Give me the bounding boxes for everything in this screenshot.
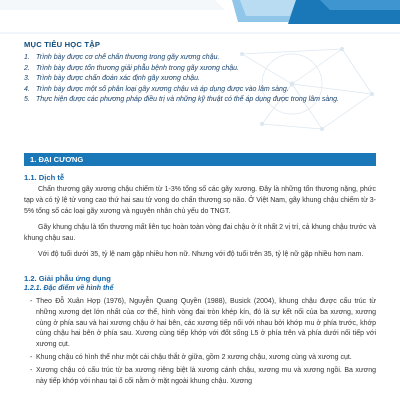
bullet-text: Theo Đỗ Xuân Hợp (1976), Nguyễn Quang Quyền (1988), Busick (2004), khung chậu được cấu trúc từ những xương dẹt lớn nhất của cơ thể, hình vòng đai tròn khép kín, đó là sự kết nối của ba xương, xương cùng ở phía sau và hai xương chậu ở hai bên, các xương tiếp nối với nhau bởi khớp mu ở phía trước, khớp cùng chậu hai bên ở phía sau. Xương cùng tiếp khớp với đốt sống L5 ở phía trên và phía dưới nối tiếp với xương cụt. (36, 298, 376, 349)
objective-number: 2. (24, 64, 30, 72)
objective-number: 1. (24, 54, 30, 61)
objective-number: 3. (24, 75, 30, 82)
list-item (24, 353, 376, 364)
bullet-dash: - (30, 353, 33, 361)
paragraph-epidemiology-3: Với độ tuổi dưới 35, tỷ lệ nam gặp nhiều hơn nữ. Nhưng với độ tuổi trên 35, tỷ lệ nữ gặp nhiều hơn nam. (38, 251, 364, 258)
bullet-text: Khung chậu có hình thể như một cái chậu thắt ở giữa, gồm 2 xương chậu, xương cùng và xương cụt. (36, 353, 352, 361)
objective-item (24, 74, 376, 85)
objective-item (24, 85, 376, 96)
objective-text: Trình bày được cơ chế chấn thương trong gãy xương chậu. (36, 54, 220, 61)
anatomy-bullet-list (24, 297, 376, 389)
objective-text: Trình bày được một số phân loại gãy xương chậu và áp dụng được vào lâm sàng. (36, 85, 289, 93)
banner-graphic (0, 0, 400, 34)
objective-number: 5. (24, 96, 30, 103)
objective-item (24, 95, 376, 106)
objective-item (24, 64, 376, 75)
objective-text: Thực hiện được các phương pháp điều trị và những kỹ thuật có thể áp dụng được trong lâm sàng. (36, 96, 339, 103)
header-banner (0, 0, 400, 34)
learning-objectives (24, 40, 376, 106)
paragraph-epidemiology-2: Gãy khung chậu là tổn thương mất liên tục hoàn toàn vòng đai chậu ở ít nhất 2 vị trí, cả khung chậu trước và khung chậu sau. (24, 224, 376, 242)
subsection-heading-epidemiology: 1.1. Dịch tễ (24, 173, 65, 182)
objective-text: Trình bày được tổn thương giải phẫu bệnh trong gãy xương chậu. (36, 64, 239, 72)
bullet-text: Xương chậu có cấu trúc từ ba xương riêng biệt là xương cánh chậu, xương mu và xương ngồi. Ba xương này tiếp khớp với nhau tại ổ cối nằm ở mặt ngoài khung chậu. Xương (36, 366, 376, 385)
paragraph-epidemiology-1: Chấn thương gãy xương chậu chiếm từ 1-3% tổng số các gãy xương. Đây là những tổn thương nặng, phức tạp và có tỷ lệ tử vong cao thứ hai sau tử vong do chấn thương sọ não. Ở Việt Nam, gãy khung chậu chiếm từ 3-5% tổng số các loại gãy xương và nguyên nhân chủ yếu do TNGT. (24, 186, 376, 215)
objectives-title: MỤC TIÊU HỌC TẬP (24, 40, 101, 49)
section-heading-bar (24, 153, 376, 166)
bullet-dash: - (30, 298, 33, 305)
objective-number: 4. (24, 85, 30, 93)
objective-text: Trình bày được chẩn đoán xác định gãy xương chậu. (36, 75, 200, 82)
objectives-list (24, 53, 376, 106)
subsection-heading-anatomy: 1.2. Giải phẫu ứng dụng (24, 274, 111, 283)
list-item (24, 366, 376, 388)
section-title: 1. ĐẠI CƯƠNG (30, 155, 84, 164)
objective-item (24, 53, 376, 64)
subsubsection-heading-shape: 1.2.1. Đặc điểm về hình thể (24, 285, 114, 292)
list-item (24, 297, 376, 351)
bullet-dash: - (30, 366, 33, 374)
